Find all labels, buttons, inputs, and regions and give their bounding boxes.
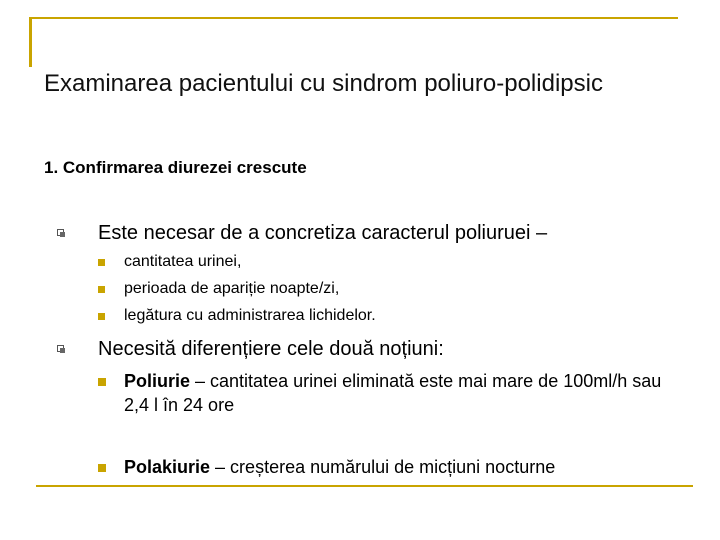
square-bullet-icon <box>98 378 106 386</box>
term-definition: – cantitatea urinei eliminată este mai mare de 100ml/h sau 2,4 l în 24 ore <box>124 371 662 415</box>
slide-title: Examinarea pacientului cu sindrom poliuro-polidipsic <box>44 70 603 97</box>
list-item-text: Necesită diferențiere cele două noțiuni: <box>98 338 444 360</box>
square-bullet-icon <box>98 259 105 266</box>
square-bullet-icon <box>57 229 64 236</box>
sub-list-item-text <box>124 455 684 479</box>
square-bullet-icon <box>57 345 64 352</box>
sub-list-item-text: cantitatea urinei, <box>124 253 242 270</box>
sub-list-item-text <box>124 369 684 417</box>
square-bullet-icon <box>98 313 105 320</box>
term-label: Poliurie <box>124 371 191 391</box>
frame-top-line <box>30 17 678 19</box>
frame-left-line <box>29 17 32 67</box>
sub-list-item-text: perioada de apariție noapte/zi, <box>124 280 340 297</box>
sub-list-item-text: legătura cu administrarea lichidelor. <box>124 307 376 324</box>
term-definition: – creșterea numărului de micțiuni nocturne <box>210 457 556 477</box>
section-heading: 1. Confirmarea diurezei crescute <box>44 158 307 177</box>
term-label: Polakiurie <box>124 457 211 477</box>
frame-bottom-line <box>36 485 693 487</box>
square-bullet-icon <box>98 286 105 293</box>
square-bullet-icon <box>98 464 106 472</box>
list-item-text: Este necesar de a concretiza caracterul poliuruei – <box>98 222 548 244</box>
